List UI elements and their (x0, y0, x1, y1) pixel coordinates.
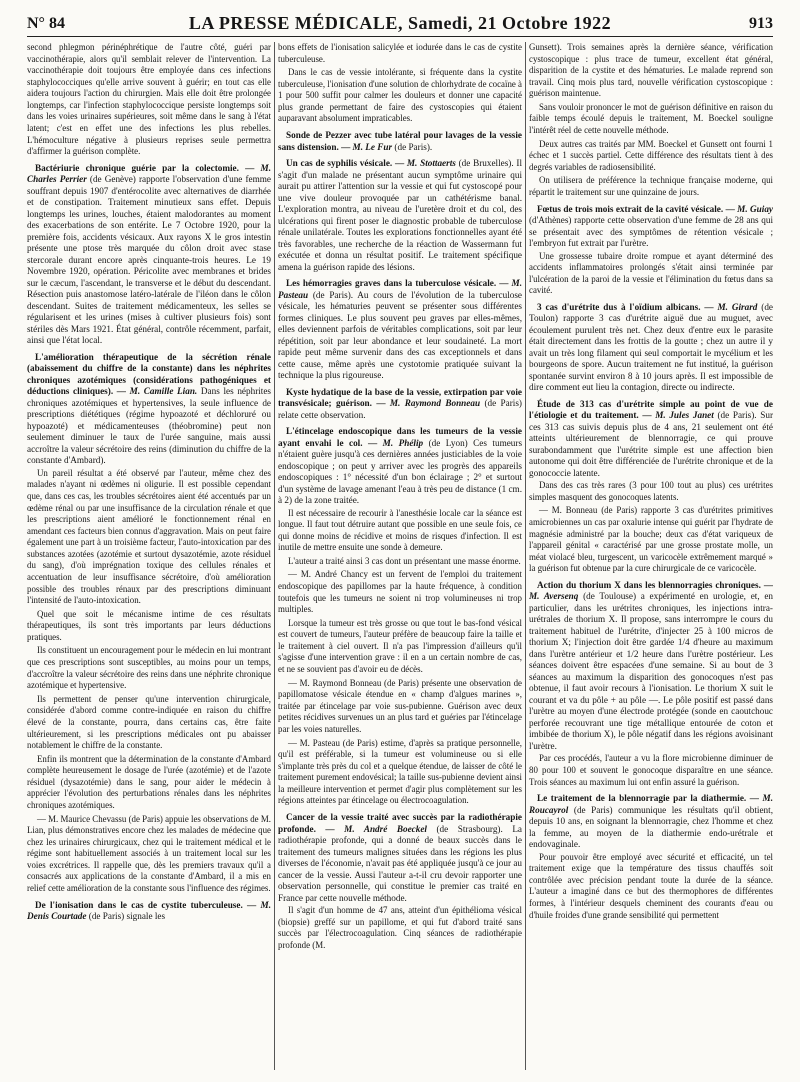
paragraph: Sans vouloir prononcer le mot de guérison définitive en raison du faible temps écoulé depuis le traitement, M. Boeckel souligne l'intérêt réel de cette nouvelle méthode. (529, 101, 773, 136)
article-author: M. Roucayrol (529, 793, 773, 815)
paragraph: Une grossesse tubaire droite rompue et ayant déterminé des accidents inflammatoires prolongés s'était ainsi terminée par l'ulcération de la paroi de la vessie et l'élimination du fœtus dans sa cavité. (529, 250, 773, 296)
paragraph: Enfin ils montrent que la détermination de la constante d'Ambard complète heureusement le dosage de l'urée (azotémie) et de l'azote résiduel (dysazotémie) dans le sang, pour aider le médecin à apprécier l'évolution des perturbations rénales dans les néphrites chroniques azotémiques. (27, 753, 271, 810)
paragraph: Dans des cas très rares (3 pour 100 tout au plus) ces urétrites simples masquent des gonocoques latents. (529, 480, 773, 502)
article-lead-text: (de Strasbourg). La radiothérapie profonde, qui a donné de beaux succès dans le traitement des tumeurs malignes situées dans les régions les plus diverses de l'économie, n'avait pas été appliquée jusqu'à ce jour au cancer de la vessie. Aussi l'auteur a-t-il cru devoir rapporter une observation personnelle, qui constitue le premier cas traité en France par cette nouvelle méthode. (278, 823, 522, 903)
paragraph: On utilisera de préférence la technique française moderne, qui répartit le traitement sur une quinzaine de jours. (529, 175, 773, 197)
paragraph: Il est nécessaire de recourir à l'anesthésie locale car la séance est longue. Il faut tout détruire autant que possible en une seule fois, ce qui donne moins de récidive et moins de risques d'infection. Il est inutile de mettre ensuite une sonde à demeure. (278, 507, 522, 553)
article-lead-text: (de Bruxelles). Il s'agit d'un malade ne présentant aucun symptôme urinaire qui aurait pu attirer l'attention sur la vessie et qui fut cystoscopé pour une vive douleur provoquée par un cathétérisme banal. L'exploration montra, au niveau de l'uretère droit et du col, des ulcérations qui firent poser le diagnostic probable de tuberculose rénale unilatérale. Toutes les explorations fonctionnelles ayant été très favorables, une recherche de la réaction de Wassermann fut exécutée et donna un résultat positif. Le traitement spécifique amena la guérison rapide des lésions. (278, 158, 522, 272)
article-author: M. Camille Lian. (129, 386, 198, 397)
article-title: Action du thorium X dans les blennorragies chroniques. (537, 579, 761, 590)
article-heading: De l'ionisation dans le cas de cystite tuberculeuse. — M. Denis Courtade (de Paris) signale les (27, 899, 271, 922)
article-title: Le traitement de la blennorragie par la diathermie. (537, 793, 747, 804)
paragraph: Lorsque la tumeur est très grosse ou que tout le bas-fond vésical est couvert de tumeurs, l'auteur préfère de beaucoup faire la taille et le traitement à ciel ouvert. Il n'a pas l'impression d'ailleurs qu'il s'agisse d'une intervention grave : il en a un certain nombre de cas, et ne se souvient pas d'avoir eu de décès. (278, 617, 522, 675)
article-lead-text: (de Paris). Sur ces 313 cas suivis depuis plus de 4 ans, 21 seulement ont été atteints ultérieurement de blennorragie, ce qui prouve surabondamment que l'urétrite simple est une affection bien autonome qui doit être différenciée de l'urétrite chronique et de la gonococcie latente. (529, 410, 773, 478)
article-lead-text: (de Paris) communique les résultats qu'il obtient, depuis 10 ans, en soignant la blennorragie, chez l'homme et chez la femme, au moyen de la diathermie endo-urétrale et endovaginale. (529, 804, 773, 850)
article-heading: 3 cas d'urétrite dus à l'oïdium albicans. — M. Girard (de Toulon) rapporte 3 cas d'urétrite aiguë due au muguet, avec écoulement purulent très net. Chez deux d'entre eux le parasite était directement dans les frottis de la goutte ; chez un autre il y avait un très long filament qui seul comportait le mycélium et les bourgeons de spore. Aucun traitement ne fut institué, la guérison spontanée survint environ 8 à 10 jours après. Il est impossible de dire comment eut lieu la contagion, directe ou indirecte. (529, 301, 773, 393)
paragraph: Pour pouvoir être employé avec sécurité et efficacité, un tel traitement exige que la température des tissus chauffés soit contrôlée avec précision pendant toute la durée de la séance. L'auteur a imaginé dans ce but des thermophores de différentes formes, à l'intérieur desquels cheminent des courants d'eau ou d'huile froides d'une grande sensibilité qui permettent (529, 851, 773, 920)
column-divider (525, 42, 526, 1070)
paragraph: Deux autres cas traités par MM. Boeckel et Gunsett ont fourni 1 échec et 1 succès partiel. Cette différence des résultats tient à des degrés variables de radiosensibilité. (529, 138, 773, 172)
article-title: Les hémorragies graves dans la tuberculose vésicale. (286, 278, 497, 289)
paragraph: Par ces procédés, l'auteur a vu la flore microbienne diminuer de 80 pour 100 et souvent le gonocoque disparaître en une séance. Trois séances au maximum lui ont enfin assuré la guérison. (529, 753, 773, 787)
paragraph: Ils permettent de penser qu'une intervention chirurgicale, considérée d'abord comme contre-indiquée en raison du chiffre élevé de la constante, pourra, dans certains cas, être faite ultérieurement, si les prescriptions médicales ont pu abaisser notablement le chiffre de la constante. (27, 693, 271, 751)
paragraph: Gunsett). Trois semaines après la dernière séance, vérification cystoscopique : plus trace de tumeur, excellent état général, disparition de la cystite et des hématuries. Le malade reprend son travail. Cinq mois plus tard, nouvelle vérification cystoscopique : guérison maintenue. (529, 42, 773, 99)
paragraph: Quel que soit le mécanisme intime de ces résultats thérapeutiques, ils sont très importants par leurs déductions pratiques. (27, 608, 271, 642)
article-title: Sonde de Pezzer avec tube latéral pour lavages de la vessie sans distension. (278, 130, 522, 152)
paragraph: Dans le cas de vessie intolérante, si fréquente dans la cystite tuberculeuse, l'ionisation d'une solution de chlorhydrate de cocaïne à 1 pour 500 suffit pour calmer les douleurs et donner une capacité plus grande permettant de faire des cystoscopies qui étaient auparavant absolument impraticables. (278, 67, 522, 124)
issue-number: N° 84 (27, 15, 65, 32)
article-author: M. André Boeckel (344, 823, 427, 834)
header-rule (27, 36, 773, 37)
paragraph: — M. Pasteau (de Paris) estime, d'après sa pratique personnelle, qu'il est préférable, si la tumeur est volumineuse ou si elle s'implante très près du col et a quelque étendue, de laisser de côté le traitement purement endovésical; la taille sus-pubienne devient ainsi la meilleure intervention et permet d'agir plus complètement sur les régions atteintes par étincelage ou électrocoagulation. (278, 737, 522, 806)
article-author: M. Charles Perrier (27, 162, 271, 185)
article-lead-text: (de Paris) signale les (88, 911, 166, 922)
paragraph: Ils constituent un encouragement pour le médecin en lui montrant que ces prescriptions sont susceptibles, au moins pour un temps, d'accroître la valeur sécrétoire des reins dans une néphrite chronique azotémique et hypertensive. (27, 645, 271, 691)
article-heading: L'amélioration thérapeutique de la sécrétion rénale (abaissement du chiffre de la constante) dans les néphrites chroniques azotémiques (considérations pathogéniques et déductions cliniques). — M. Camille Lian. Dans les néphrites chroniques azotémiques et hypertensives, la seule influence de prescriptions diététiques (régime hypoazoté et déchloruré ou hypoazoté) et médicamenteuses (théobromine) peut non seulement diminuer le taux de l'urée sanguine, mais aussi accroître la valeur sécrétoire des reins (diminution du chiffre de la constante d'Ambard). (27, 351, 271, 466)
article-title: De l'ionisation dans le cas de cystite tuberculeuse. (35, 899, 243, 910)
article-author: M. Raymond Bonneau (389, 398, 481, 409)
article-author: M. Pasteau (278, 278, 522, 300)
article-lead-text: (de Paris). (394, 141, 433, 152)
article-heading: Étude de 313 cas d'urétrite simple au point de vue de l'étiologie et du traitement. — M. Jules Janet (de Paris). Sur ces 313 cas suivis depuis plus de 4 ans, 21 seulement ont été atteints ultérieurement de blennorragie, ce qui prouve surabondamment que l'urétrite simple est une affection bien autonome qui doit être différenciée de l'urétrite chronique et de la gonococcie latente. (529, 398, 773, 478)
article-title: Kyste hydatique de la base de la vessie, extirpation par voie transvésicale; guérison. (278, 386, 522, 409)
article-author: M. Aversenq (529, 591, 579, 602)
article-lead-text: (de Genève) rapporte l'observation d'une femme souffrant depuis 1907 d'entérocolite avec alternatives de diarrhée et de constipation. Traitement minutieux sans effet. Depuis longtemps les urines, louches, étaient malodorantes au moment des exacerbations de son entérite. Le 7 Octobre 1920, pour la première fois, accidents vésicaux. Aux rayons X le gros intestin présente une ptose très marquée du côlon droit avec stase stercorale durant encore après cinquante-trois heures. Le 19 Novembre 1920, opération. Péricolite avec membranes et brides sur le cæcum, l'ascendant, le transverse et le début du descendant. Résection puis anastomose latéro-latérale de l'iléon dans le côlon descendant. Suites de traitement médicamenteux, les selles se régularisent et les urines (mises à cultiver plusieurs fois) sont stériles dès Mars 1921. État général, contrôle récemment, parfait, ainsi que l'état local. (27, 174, 271, 346)
page-number: 913 (749, 15, 773, 32)
article-author: M. Le Fur (352, 141, 393, 152)
paragraph: — M. Maurice Chevassu (de Paris) appuie les observations de M. Lian, plus démonstratives encore chez les malades de médecine que chez les urinaires chirurgicaux, chez qui le traitement médical et le régime sont habituellement associés à un traitement local sur les voies excrétrices. Il rappelle que, dès les premiers travaux qu'il a consacrés aux applications de la constante d'Ambard, il a mis en relief cette amélioration de la constante sous l'influence des régimes. (27, 813, 271, 894)
article-heading: Le traitement de la blennorragie par la diathermie. — M. Roucayrol (de Paris) communique les résultats qu'il obtient, depuis 10 ans, en soignant la blennorragie, chez l'homme et chez la femme, au moyen de la diathermie endo-urétrale et endovaginale. (529, 793, 773, 850)
article-title: 3 cas d'urétrite dus à l'oïdium albicans. (537, 301, 701, 312)
paragraph: Un pareil résultat a été observé par l'auteur, même chez des malades n'ayant ni œdèmes ni oligurie. Il est possible cependant que, dans ces cas, les troubles sécrétoires aient été accentués par un œdème rénal ou par une insuffisance de la circulation rénale et que les prescriptions aient amélioré le fonctionnement rénal en amendant ces facteurs bien connus d'aggravation. Mais on peut faire également une part à un troisième facteur, l'auto-intoxication par des substances azotées (azotémie et surtout dysazotémie, azote résiduel du sang), d'où imprégnation toxique des cellules rénales et accentuation de leur insuffisance sécrétoire, d'où amélioration possible des troubles rénaux par des prescriptions diminuant l'intensité de l'auto-intoxication. (27, 467, 271, 606)
column-1 (27, 42, 271, 1072)
article-author: M. Denis Courtade (27, 899, 271, 922)
article-heading: Kyste hydatique de la base de la vessie, extirpation par voie transvésicale; guérison. — M. Raymond Bonneau (de Paris) relate cette observation. (278, 386, 522, 420)
page-header (27, 13, 773, 35)
paragraph: L'auteur a traité ainsi 3 cas dont un présentant une masse énorme. (288, 555, 521, 566)
article-heading: L'étincelage endoscopique dans les tumeurs de la vessie ayant envahi le col. — M. Phélip (de Lyon) Ces tumeurs n'étaient guère jusqu'à ces dernières années justiciables de la voie endoscopique ; on peut y arriver avec les progrès des appareils endoscopiques : 1° nécessité d'un bon éclairage ; 2° et surtout d'un système de lavage amenant l'eau à très peu de distance (1 cm. à 2) de la zone traitée. (278, 426, 522, 506)
article-title: Bactériurie chronique guérie par la colectomie. (35, 162, 239, 173)
article-author: M. Jules Janet (655, 410, 714, 421)
paragraph: — M. Bonneau (de Paris) rapporte 3 cas d'urétrites primitives amicrobiennes un cas par oxalurie intense qui guérit par l'hydrate de magnésie administré par la bouche; deux cas d'état variqueux de l'appareil génital « caractérisé par une grosse prostate molle, un méat violacé bleu, turgescent, un varicocèle extrêmement marqué » la guérison fut obtenue par la cure chirurgicale de ce varicocèle. (529, 505, 773, 574)
article-title: Étude de 313 cas d'urétrite simple au point de vue de l'étiologie et du traitement. (529, 398, 773, 421)
article-title: L'étincelage endoscopique dans les tumeurs de la vessie ayant envahi le col. (278, 426, 522, 448)
article-author: M. Phélip (382, 437, 424, 448)
article-lead-text: (de Lyon) Ces tumeurs n'étaient guère jusqu'à ces dernières années justiciables de la voie endoscopique ; on peut y arriver avec les progrès des appareils endoscopiques : 1° nécessité d'un bon éclairage ; 2° et surtout d'un système de lavage amenant l'eau à très peu de distance (1 cm. à 2) de la zone traitée. (278, 437, 522, 506)
article-lead-text: (de Paris). Au cours de l'évolution de la tuberculose vésicale, les hématuries peuvent se présenter sous différentes formes cliniques. Le plus souvent peu graves par elles-mêmes, elles deviennent parfois de véritables complications, soit par leur répétition, soit par leur abondance et leur soudaineté. La mort rapide peut même survenir dans des cas exceptionnels et dans cette cause, même après une cystotomie pratiquée suivant la technique la plus rigoureuse. (278, 289, 522, 381)
article-heading: Les hémorragies graves dans la tuberculose vésicale. — M. Pasteau (de Paris). Au cours de l'évolution de la tuberculose vésicale, les hématuries peuvent se présenter sous différentes formes cliniques. Le plus souvent peu graves par elles-mêmes, elles deviennent parfois de véritables complications, soit par leur répétition, soit par leur abondance et leur soudaineté. La mort rapide peut même survenir dans des cas exceptionnels et dans cette cause, même après une cystotomie pratiquée suivant la technique la plus rigoureuse. (278, 278, 522, 381)
article-heading: Action du thorium X dans les blennorragies chroniques. — M. Aversenq (de Toulouse) a expérimenté en urologie, et, en particulier, dans les urétrites chroniques, les injections intra-urétrales de thorium X. Il propose, sans interrompre le cours du traitement habituel de l'urétrite, d'injecter 25 à 100 micros de thorium X; l'injection doit être gardée 1/4 d'heure au maximum dans l'urètre antérieur et 1/2 heure dans l'urètre postérieur. Les séances doivent être espacées d'une semaine. Si au bout de 3 séances au maximum la disparition des gonocoques n'est pas obtenue, il faut avoir recours à l'ionisation. Le thorium X suit le courant et va du pôle + au pôle —. Le pôle positif est passé dans l'urètre au moyen d'une électrode protégée (sonde en caoutchouc perforée recouvrant une tige métallique entourée de coton et imbibée de thorium X), le pôle négatif dans les régions avoisinant l'urètre. (529, 579, 773, 751)
paragraph: — M. André Chancy est un fervent de l'emploi du traitement endoscopique des papillomes par la haute fréquence, à condition toutefois que les tumeurs ne soient ni trop volumineuses ni trop multiples. (278, 569, 522, 615)
article-title: Un cas de syphilis vésicale. (286, 158, 393, 169)
column-2 (278, 42, 522, 1072)
article-lead-text: (de Toulon) rapporte 3 cas d'urétrite aiguë due au muguet, avec écoulement purulent très net. Chez deux d'entre eux le parasite était directement dans les frottis de la goutte ; chez un autre il y avait un très long filament qui seul comportait le mycélium et les bourgeons de spore. Aucun traitement ne fut institué, la guérison spontanée survint environ 8 à 10 jours après. Il est impossible de dire comment eut lieu la contagion, directe ou indirecte. (529, 301, 773, 393)
article-lead-text: (de Toulouse) a expérimenté en urologie, et, en particulier, dans les urétrites chroniques, les injections intra-urétrales de thorium X. Il propose, sans interrompre le cours du traitement habituel de l'urétrite, d'injecter 25 à 100 micros de thorium X; l'injection doit être gardée 1/4 d'heure au maximum dans l'urètre antérieur et 1/2 heure dans l'urètre postérieur. Les séances doivent être espacées d'une semaine. Si au bout de 3 séances au maximum la disparition des gonocoques n'est pas obtenue, il faut avoir recours à l'ionisation. Le thorium X suit le courant et va du pôle + au pôle —. Le pôle positif est passé dans l'urètre au moyen d'une électrode protégée (sonde en caoutchouc perforée recouvrant une tige métallique entourée de coton et imbibée de thorium X), le pôle négatif dans les régions avoisinant l'urètre. (529, 591, 773, 751)
column-divider (274, 42, 275, 1070)
journal-title: LA PRESSE MÉDICALE, Samedi, 21 Octobre 1922 (188, 13, 612, 33)
column-3 (529, 42, 773, 1072)
paragraph: bons effets de l'ionisation salicylée et iodurée dans le cas de cystite tuberculeuse. (278, 42, 522, 64)
article-lead-text: (de Paris) relate cette observation. (278, 398, 522, 420)
article-heading: Fœtus de trois mois extrait de la cavité vésicale. — M. Guiay (d'Athènes) rapporte cette observation d'une femme de 28 ans qui se présentait avec des symptômes de rétention vésicale ; l'embryon fut extrait par l'urètre. (529, 203, 773, 249)
paragraph: — M. Raymond Bonneau (de Paris) présente une observation de papillomatose vésicale étendue en « champ d'algues marines », traitée par étincelage par voie sus-pubienne. Guérison avec deux petites récidives survenues un an plus tard et guéries par l'étincelage par les voies naturelles. (278, 677, 522, 734)
article-author: M. Guiay (737, 203, 773, 214)
article-title: L'amélioration thérapeutique de la sécrétion rénale (abaissement du chiffre de la constante) dans les néphrites chroniques azotémiques (considérations pathogéniques et déductions cliniques). (27, 351, 271, 397)
paragraph: second phlegmon périnéphrétique de l'autre côté, guéri par vaccinothérapie, alors qu'il semblait relever de l'intervention. La vaccinothérapie doit toujours être employée dans ces infections staphylococciques qu'elle arrive souvent à guérir; en tout cas elle aidera toujours l'action du chirurgien. Mais elle doit être prolongée longtemps, car l'infection staphylococcique persiste longtemps soit dans les voies urinaires supérieures, soit même dans le sang à l'état latent; c'est en effet une des infections les plus rebelles. L'hémoculture négative à plusieurs reprises seule permettra d'affirmer la guérison complète. (27, 42, 271, 157)
article-author: M. Girard (717, 301, 758, 312)
article-author: M. Stottaerts (406, 158, 456, 169)
article-lead-text: (d'Athènes) rapporte cette observation d'une femme de 28 ans qui se présentait avec des symptômes de rétention vésicale ; l'embryon fut extrait par l'urètre. (529, 215, 773, 249)
article-heading: Cancer de la vessie traité avec succès par la radiothérapie profonde. — M. André Boeckel (de Strasbourg). La radiothérapie profonde, qui a donné de beaux succès dans le traitement des tumeurs malignes situées dans les régions les plus diverses de l'économie, n'avait pas été appliquée jusqu'à ce jour au cancer de la vessie. Aussi l'auteur a-t-il cru devoir rapporter une observation personnelle, qui constitue le premier cas traité en France par cette nouvelle méthode. (278, 812, 522, 903)
article-title: Fœtus de trois mois extrait de la cavité vésicale. (537, 203, 724, 214)
article-heading: Un cas de syphilis vésicale. — M. Stottaerts (de Bruxelles). Il s'agit d'un malade ne présentant aucun symptôme urinaire qui aurait pu attirer l'attention sur la vessie et qui fut cystoscopé pour une vive douleur provoquée par un cathétérisme banal. L'exploration montra, au niveau de l'uretère droit et du col, des ulcérations qui firent poser le diagnostic probable de tuberculose rénale unilatérale. Toutes les explorations fonctionnelles ayant été très favorables, une recherche de la réaction de Wassermann fut exécutée et donna un résultat positif. Le traitement spécifique amena la guérison rapide des lésions. (278, 158, 522, 272)
article-heading: Sonde de Pezzer avec tube latéral pour lavages de la vessie sans distension. — M. Le Fur (de Paris). (278, 130, 522, 152)
article-lead-text: Dans les néphrites chroniques azotémiques et hypertensives, la seule influence de prescriptions diététiques (régime hypoazoté et déchloruré ou hypoazoté) et médicamenteuses (théobromine) peut non seulement diminuer le taux de l'urée sanguine, mais aussi accroître la valeur sécrétoire des reins (diminution du chiffre de la constante d'Ambard). (27, 386, 271, 466)
article-heading: Bactériurie chronique guérie par la colectomie. — M. Charles Perrier (de Genève) rapporte l'observation d'une femme souffrant depuis 1907 d'entérocolite avec alternatives de diarrhée et de constipation. Traitement minutieux sans effet. Depuis longtemps les urines, louches, étaient malodorantes au moment des exacerbations de son entérite. Le 7 Octobre 1920, pour la première fois, accidents vésicaux. Aux rayons X le gros intestin présente une ptose très marquée du côlon droit avec stase stercorale durant encore après cinquante-trois heures. Le 19 Novembre 1920, opération. Péricolite avec membranes et brides sur le cæcum, l'ascendant, le transverse et le début du descendant. Résection puis anastomose latéro-latérale de l'iléon dans le côlon descendant. Suites de traitement médicamenteux, les selles se régularisent et les urines (mises à cultiver plusieurs fois) sont stériles dès Mars 1921. État général, contrôle récemment, parfait, ainsi que l'état local. (27, 162, 271, 346)
paragraph: Il s'agit d'un homme de 47 ans, atteint d'un épithélioma vésical (biopsie) greffé sur un papillome, et qui fut d'abord traité sans succès par l'électrocoagulation. Cinq séances de radiothérapie profonde (M. (278, 905, 522, 950)
article-title: Cancer de la vessie traité avec succès par la radiothérapie profonde. (278, 812, 522, 834)
